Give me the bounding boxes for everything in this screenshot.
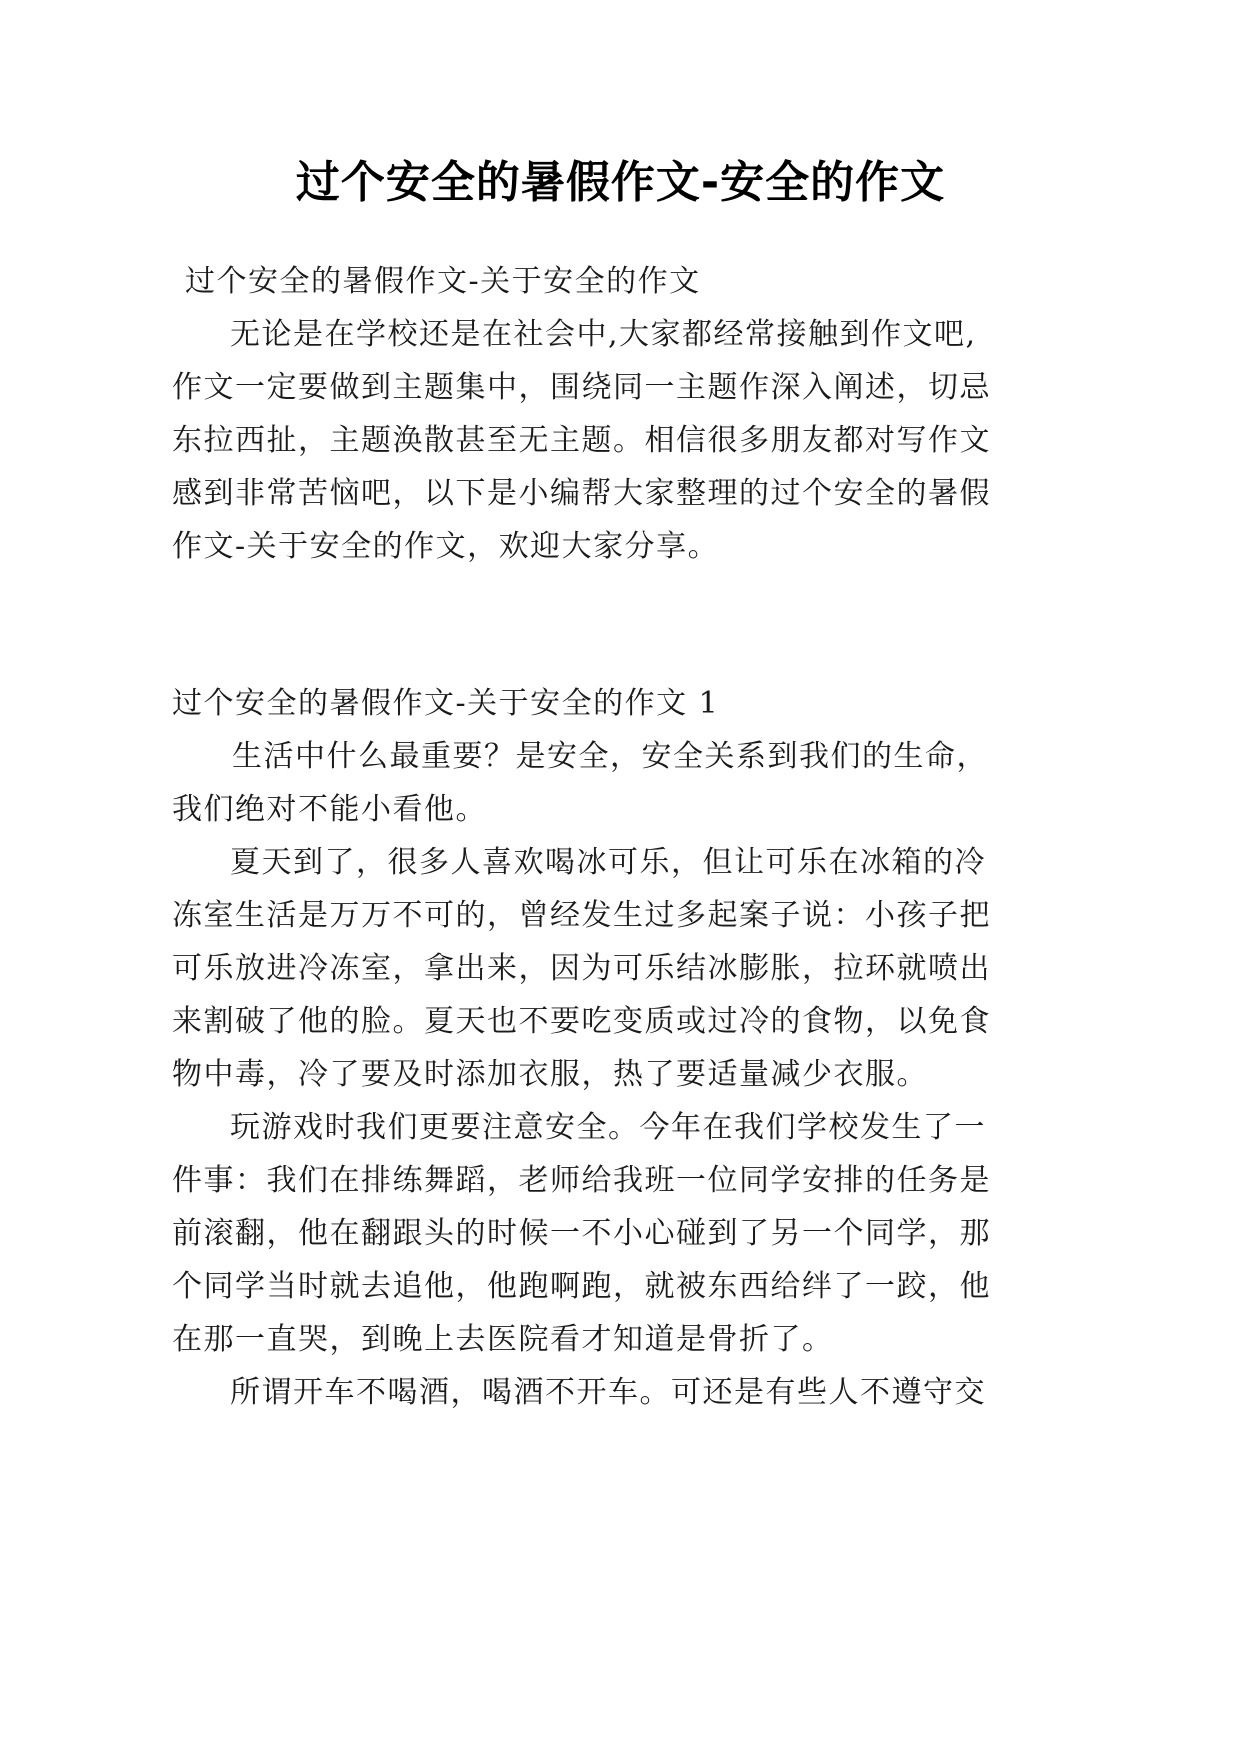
body-line: 可乐放进冷冻室，拿出来，因为可乐结冰膨胀，拉环就喷出: [172, 951, 991, 986]
body-line: 件事：我们在排练舞蹈，老师给我班一位同学安排的任务是: [172, 1163, 991, 1198]
body-line: 玩游戏时我们更要注意安全。今年在我们学校发生了一: [230, 1110, 986, 1145]
body-line: 夏天到了，很多人喜欢喝冰可乐，但让可乐在冰箱的冷: [230, 845, 986, 880]
document-subtitle: 过个安全的暑假作文-关于安全的作文: [185, 264, 701, 299]
section-heading: 过个安全的暑假作文-关于安全的作文 1: [172, 686, 720, 721]
document-title: 过个安全的暑假作文-安全的作文: [295, 157, 946, 208]
body-line: 在那一直哭，到晚上去医院看才知道是骨折了。: [172, 1322, 834, 1357]
intro-line: 作文-关于安全的作文，欢迎大家分享。: [172, 529, 720, 564]
intro-line: 无论是在学校还是在社会中,大家都经常接触到作文吧,: [230, 317, 977, 352]
intro-line: 感到非常苦恼吧，以下是小编帮大家整理的过个安全的暑假: [172, 476, 991, 511]
body-line: 所谓开车不喝酒，喝酒不开车。可还是有些人不遵守交: [230, 1375, 986, 1410]
intro-line: 东拉西扯，主题涣散甚至无主题。相信很多朋友都对写作文: [172, 423, 991, 458]
body-line: 来割破了他的脸。夏天也不要吃变质或过冷的食物，以免食: [172, 1004, 991, 1039]
body-line: 个同学当时就去追他，他跑啊跑，就被东西给绊了一跤，他: [172, 1269, 991, 1304]
body-line: 我们绝对不能小看他。: [172, 792, 487, 827]
body-line: 物中毒，冷了要及时添加衣服，热了要适量减少衣服。: [172, 1057, 928, 1092]
intro-line: 作文一定要做到主题集中，围绕同一主题作深入阐述，切忌: [172, 370, 991, 405]
body-line: 前滚翻，他在翻跟头的时候一不小心碰到了另一个同学，那: [172, 1216, 991, 1251]
body-line: 生活中什么最重要？是安全，安全关系到我们的生命，: [232, 739, 988, 774]
body-line: 冻室生活是万万不可的，曾经发生过多起案子说：小孩子把: [172, 898, 991, 933]
